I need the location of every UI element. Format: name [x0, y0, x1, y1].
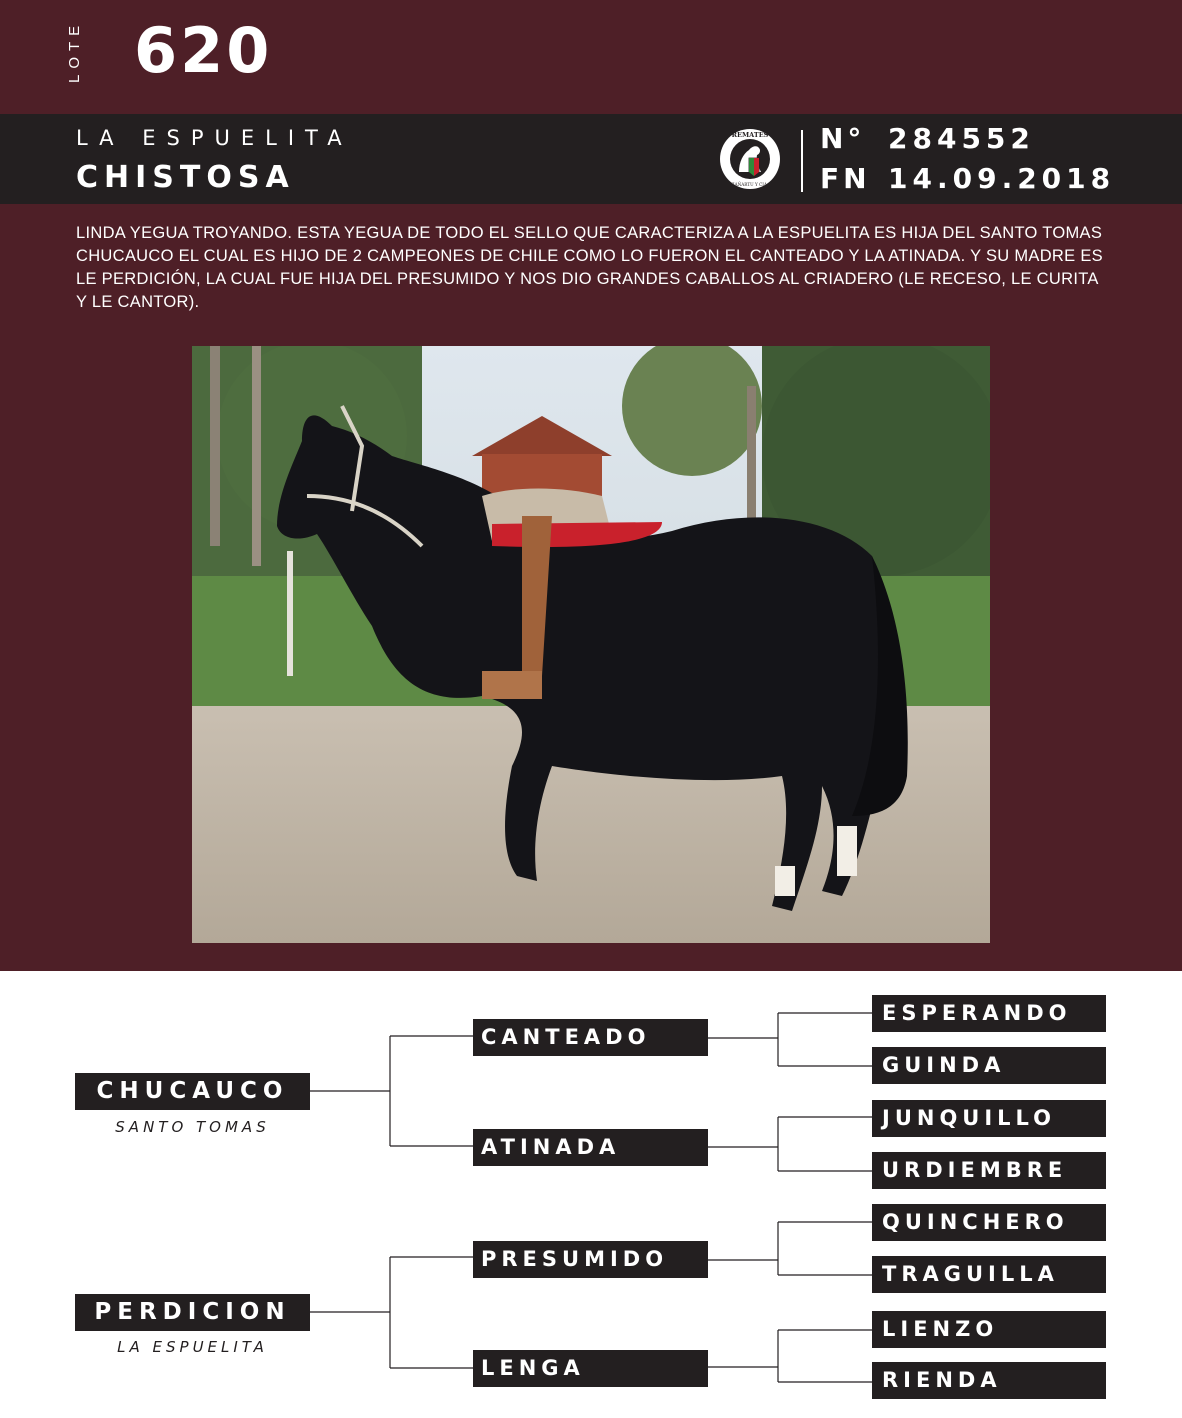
- grandparent-3: JUNQUILLO: [872, 1100, 1106, 1137]
- lote-number: 620: [134, 14, 273, 87]
- fn-label: FN: [820, 162, 871, 195]
- dam-breeder: LA ESPUELITA: [117, 1338, 268, 1356]
- registro-value: 284552: [888, 122, 1035, 155]
- sire-parent-1: CANTEADO: [473, 1019, 708, 1056]
- sire-breeder: SANTO TOMAS: [115, 1118, 270, 1136]
- dam-parent-2: LENGA: [473, 1350, 708, 1387]
- logo-text-top: REMATES: [731, 131, 769, 139]
- fn-value: 14.09.2018: [888, 162, 1116, 195]
- breeder-name: LA ESPUELITA: [76, 126, 353, 150]
- horse-description: LINDA YEGUA TROYANDO. ESTA YEGUA DE TODO EL SELLO QUE CARACTERIZA A LA ESPUELITA ES HIJA DEL SANTO TOMAS CHUCAUCO EL CUAL ES HIJO DE 2 CAMPEONES DE CHILE COMO LO FUERON EL CANTEADO Y LA ATINADA. Y SU MADRE ES LE PERDICIÓN, LA CUAL FUE HIJA DEL PRESUMIDO Y NOS DIO GRANDES CABALLOS AL CRIADERO (LE RECESO, LE CURITA Y LE CANTOR).: [76, 224, 1103, 311]
- grandparent-7: LIENZO: [872, 1311, 1106, 1348]
- lote-label: LOTE: [66, 19, 83, 83]
- dam-parent-1: PRESUMIDO: [473, 1241, 708, 1278]
- grandparent-8: RIENDA: [872, 1362, 1106, 1399]
- logo-text-bottom: ZAÑARTU Y CIA.: [731, 182, 769, 187]
- dam-name: PERDICION: [75, 1294, 310, 1331]
- grandparent-6: TRAGUILLA: [872, 1256, 1106, 1293]
- grandparent-1: ESPERANDO: [872, 995, 1106, 1032]
- grandparent-2: GUINDA: [872, 1047, 1106, 1084]
- horse-name: CHISTOSA: [76, 160, 295, 195]
- sire-name: CHUCAUCO: [75, 1073, 310, 1110]
- grandparent-5: QUINCHERO: [872, 1204, 1106, 1241]
- grandparent-4: URDIEMBRE: [872, 1152, 1106, 1189]
- sire-parent-2: ATINADA: [473, 1129, 708, 1166]
- registro-label: N°: [820, 122, 866, 155]
